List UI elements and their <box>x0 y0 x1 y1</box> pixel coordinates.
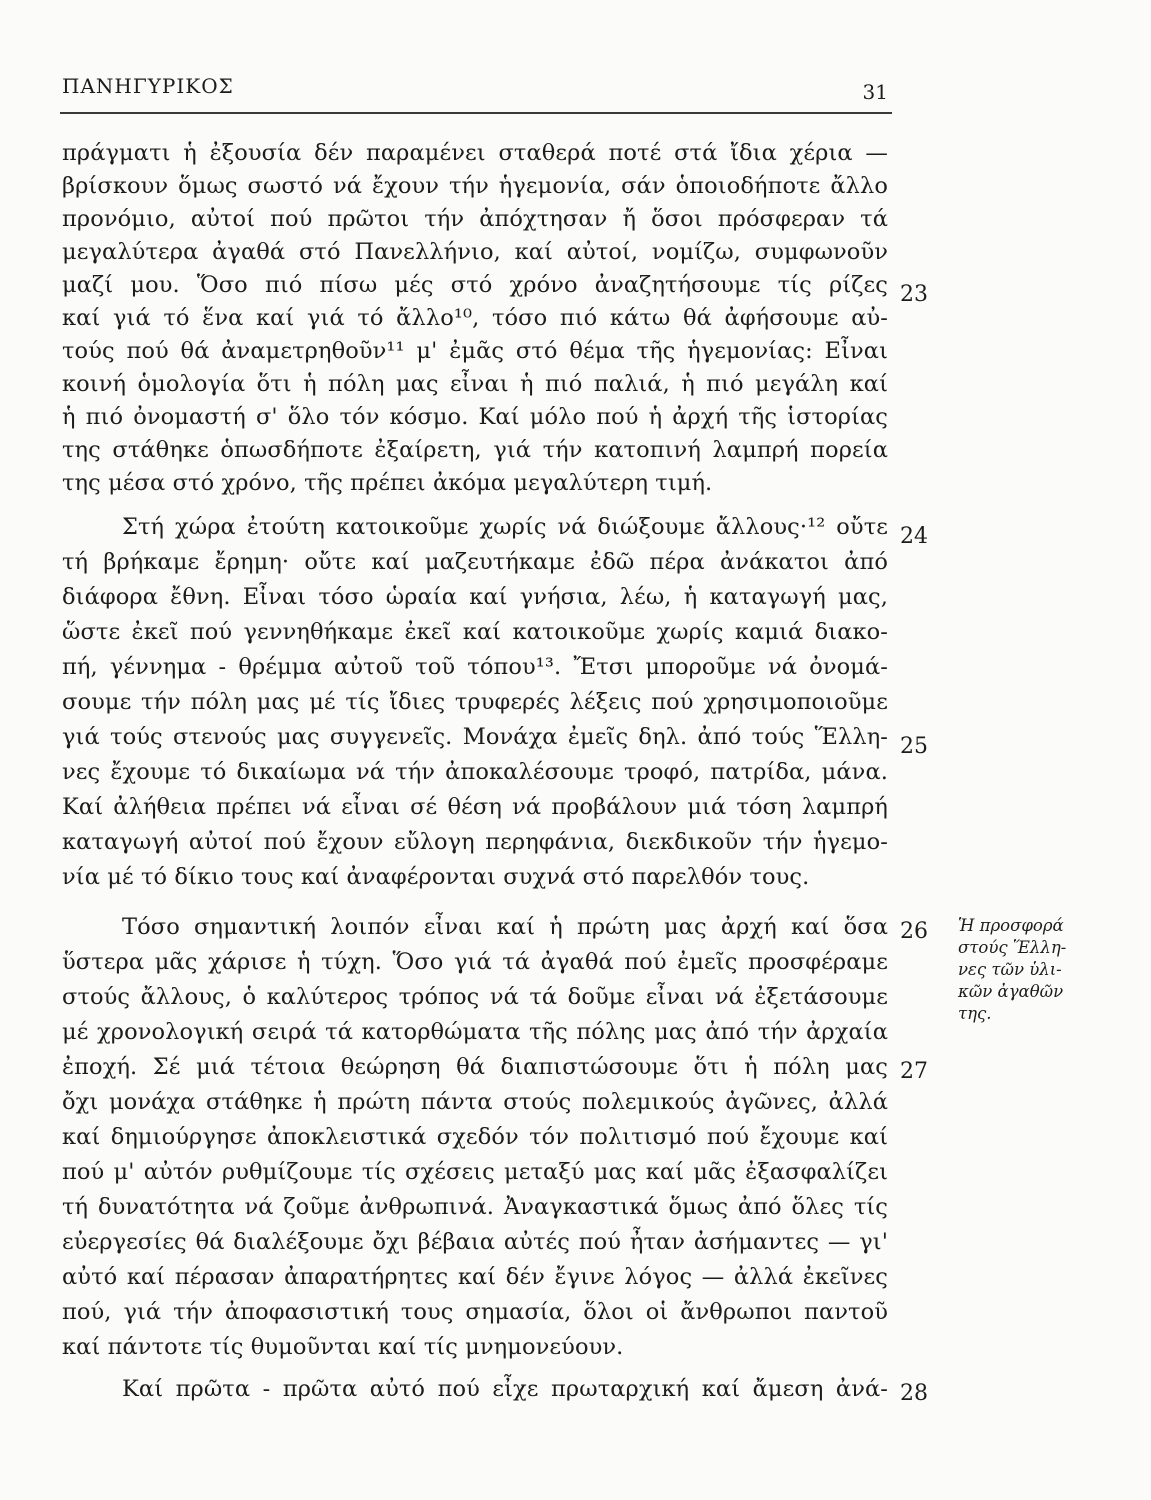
paragraph-number: 25 <box>900 734 928 759</box>
text-line: μεγαλύτερα ἀγαθά στό Πανελλήνιο, καί αὐτοί, νομίζω, συμφωνοῦν <box>62 239 888 265</box>
text-line: Καί ἀλήθεια πρέπει νά εἶναι σέ θέση νά προβάλουν μιά τόση λαμπρή <box>62 794 888 820</box>
text-line: νία μέ τό δίκιο τους καί ἀναφέρονται συχνά στό παρελθόν τους. <box>62 864 810 890</box>
text-line: ἡ πιό ὀνομαστή σ' ὅλο τόν κόσμο. Καί μόλο πού ἡ ἀρχή τῆς ἱστορίας <box>62 404 888 430</box>
text-line: ἐποχή. Σέ μιά τέτοια θεώρηση θά διαπιστώσουμε ὅτι ἡ πόλη μας <box>62 1054 888 1080</box>
text-line: καί γιά τό ἕνα καί γιά τό ἄλλο¹⁰, τόσο πιό κάτω θά ἀφήσουμε αὐ- <box>62 305 888 331</box>
text-line: πού, γιά τήν ἀποφασιστική τους σημασία, ὅλοι οἱ ἄνθρωποι παντοῦ <box>62 1299 888 1325</box>
text-line: πού μ' αὐτόν ρυθμίζουμε τίς σχέσεις μεταξύ μας καί μᾶς ἐξασφαλίζει <box>62 1159 888 1185</box>
paragraph-number: 27 <box>900 1059 928 1084</box>
text-line: αὐτό καί πέρασαν ἀπαρατήρητες καί δέν ἔγινε λόγος — ἀλλά ἐκεῖνες <box>62 1264 888 1290</box>
margin-note-line: κῶν ἀγαθῶν <box>958 982 1064 1001</box>
text-line: καταγωγή αὐτοί πού ἔχουν εὔλογη περηφάνια, διεκδικοῦν τήν ἡγεμο- <box>62 829 888 855</box>
margin-note-line: Ἡ προσφορά <box>958 916 1064 935</box>
page-header <box>60 62 892 114</box>
text-line: καί δημιούργησε ἀποκλειστικά σχεδόν τόν πολιτισμό πού ἔχουμε καί <box>62 1124 888 1150</box>
text-line: εὐεργεσίες θά διαλέξουμε ὄχι βέβαια αὐτές πού ἦταν ἀσήμαντες — γι' <box>62 1229 888 1255</box>
running-title: ΠΑΝΗΓΥΡΙΚΟΣ <box>62 74 234 98</box>
text-line: τή δυνατότητα νά ζοῦμε ἀνθρωπινά. Ἀναγκαστικά ὅμως ἀπό ὅλες τίς <box>62 1194 888 1220</box>
text-line: σουμε τήν πόλη μας μέ τίς ἴδιες τρυφερές λέξεις πού χρησιμοποιοῦμε <box>62 689 888 715</box>
margin-note <box>958 915 1118 1025</box>
margin-note-line: στούς Ἕλλη- <box>958 938 1067 957</box>
text-line: νες ἔχουμε τό δικαίωμα νά τήν ἀποκαλέσουμε τροφό, πατρίδα, μάνα. <box>62 759 888 785</box>
text-line: ὕστερα μᾶς χάρισε ἡ τύχη. Ὅσο γιά τά ἀγαθά πού ἐμεῖς προσφέραμε <box>62 949 888 975</box>
text-line: μέ χρονολογική σειρά τά κατορθώματα τῆς πόλης μας ἀπό τήν ἀρχαία <box>62 1019 888 1045</box>
text-line: προνόμιο, αὐτοί πού πρῶτοι τήν ἀπόχτησαν ἤ ὅσοι πρόσφεραν τά <box>62 206 888 232</box>
paragraph-number: 24 <box>900 524 928 549</box>
text-line: πράγματι ἡ ἐξουσία δέν παραμένει σταθερά ποτέ στά ἴδια χέρια — <box>62 140 888 166</box>
margin-note-line: της. <box>958 1004 992 1023</box>
paragraph-number: 26 <box>900 919 928 944</box>
text-line: γιά τούς στενούς μας συγγενεῖς. Μονάχα ἐμεῖς δηλ. ἀπό τούς Ἕλλη- <box>62 724 888 750</box>
text-line: ὥστε ἐκεῖ πού γεννηθήκαμε ἐκεῖ καί κατοικοῦμε χωρίς καμιά διακο- <box>62 619 888 645</box>
text-line: μαζί μου. Ὅσο πιό πίσω μές στό χρόνο ἀναζητήσουμε τίς ρίζες <box>62 272 888 298</box>
text-line: της στάθηκε ὁπωσδήποτε ἐξαίρετη, γιά τήν κατοπινή λαμπρή πορεία <box>62 437 888 463</box>
text-line: στούς ἄλλους, ὁ καλύτερος τρόπος νά τά δοῦμε εἶναι νά ἐξετάσουμε <box>62 984 888 1010</box>
margin-note-line: νες τῶν ὑλι- <box>958 960 1062 979</box>
text-line: τούς πού θά ἀναμετρηθοῦν¹¹ μ' ἐμᾶς στό θέμα τῆς ἡγεμονίας: Εἶναι <box>62 338 888 364</box>
paragraph-number: 23 <box>900 282 928 307</box>
text-line: καί πάντοτε τίς θυμοῦνται καί τίς μνημονεύουν. <box>62 1334 624 1360</box>
text-line: βρίσκουν ὅμως σωστό νά ἔχουν τήν ἡγεμονία, σάν ὁποιοδήποτε ἄλλο <box>62 173 888 199</box>
text-line: της μέσα στό χρόνο, τῆς πρέπει ἀκόμα μεγαλύτερη τιμή. <box>62 470 713 496</box>
text-line: Καί πρῶτα - πρῶτα αὐτό πού εἶχε πρωταρχική καί ἄμεση ἀνά- <box>122 1376 888 1402</box>
text-line: Τόσο σημαντική λοιπόν εἶναι καί ἡ πρώτη μας ἀρχή καί ὅσα <box>122 914 888 940</box>
page-number: 31 <box>862 80 888 104</box>
text-line: Στή χώρα ἐτούτη κατοικοῦμε χωρίς νά διώξουμε ἄλλους·¹² οὔτε <box>122 514 888 540</box>
text-line: τή βρήκαμε ἔρημη· οὔτε καί μαζευτήκαμε ἐδῶ πέρα ἀνάκατοι ἀπό <box>62 549 888 575</box>
paragraph-number: 28 <box>900 1381 928 1406</box>
text-line: ὄχι μονάχα στάθηκε ἡ πρώτη πάντα στούς πολεμικούς ἀγῶνες, ἀλλά <box>62 1089 888 1115</box>
text-line: κοινή ὁμολογία ὅτι ἡ πόλη μας εἶναι ἡ πιό παλιά, ἡ πιό μεγάλη καί <box>62 371 888 397</box>
text-line: πή, γέννημα - θρέμμα αὐτοῦ τοῦ τόπου¹³. Ἔτσι μποροῦμε νά ὀνομά- <box>62 654 888 680</box>
text-line: διάφορα ἔθνη. Εἶναι τόσο ὡραία καί γνήσια, λέω, ἡ καταγωγή μας, <box>62 584 888 610</box>
